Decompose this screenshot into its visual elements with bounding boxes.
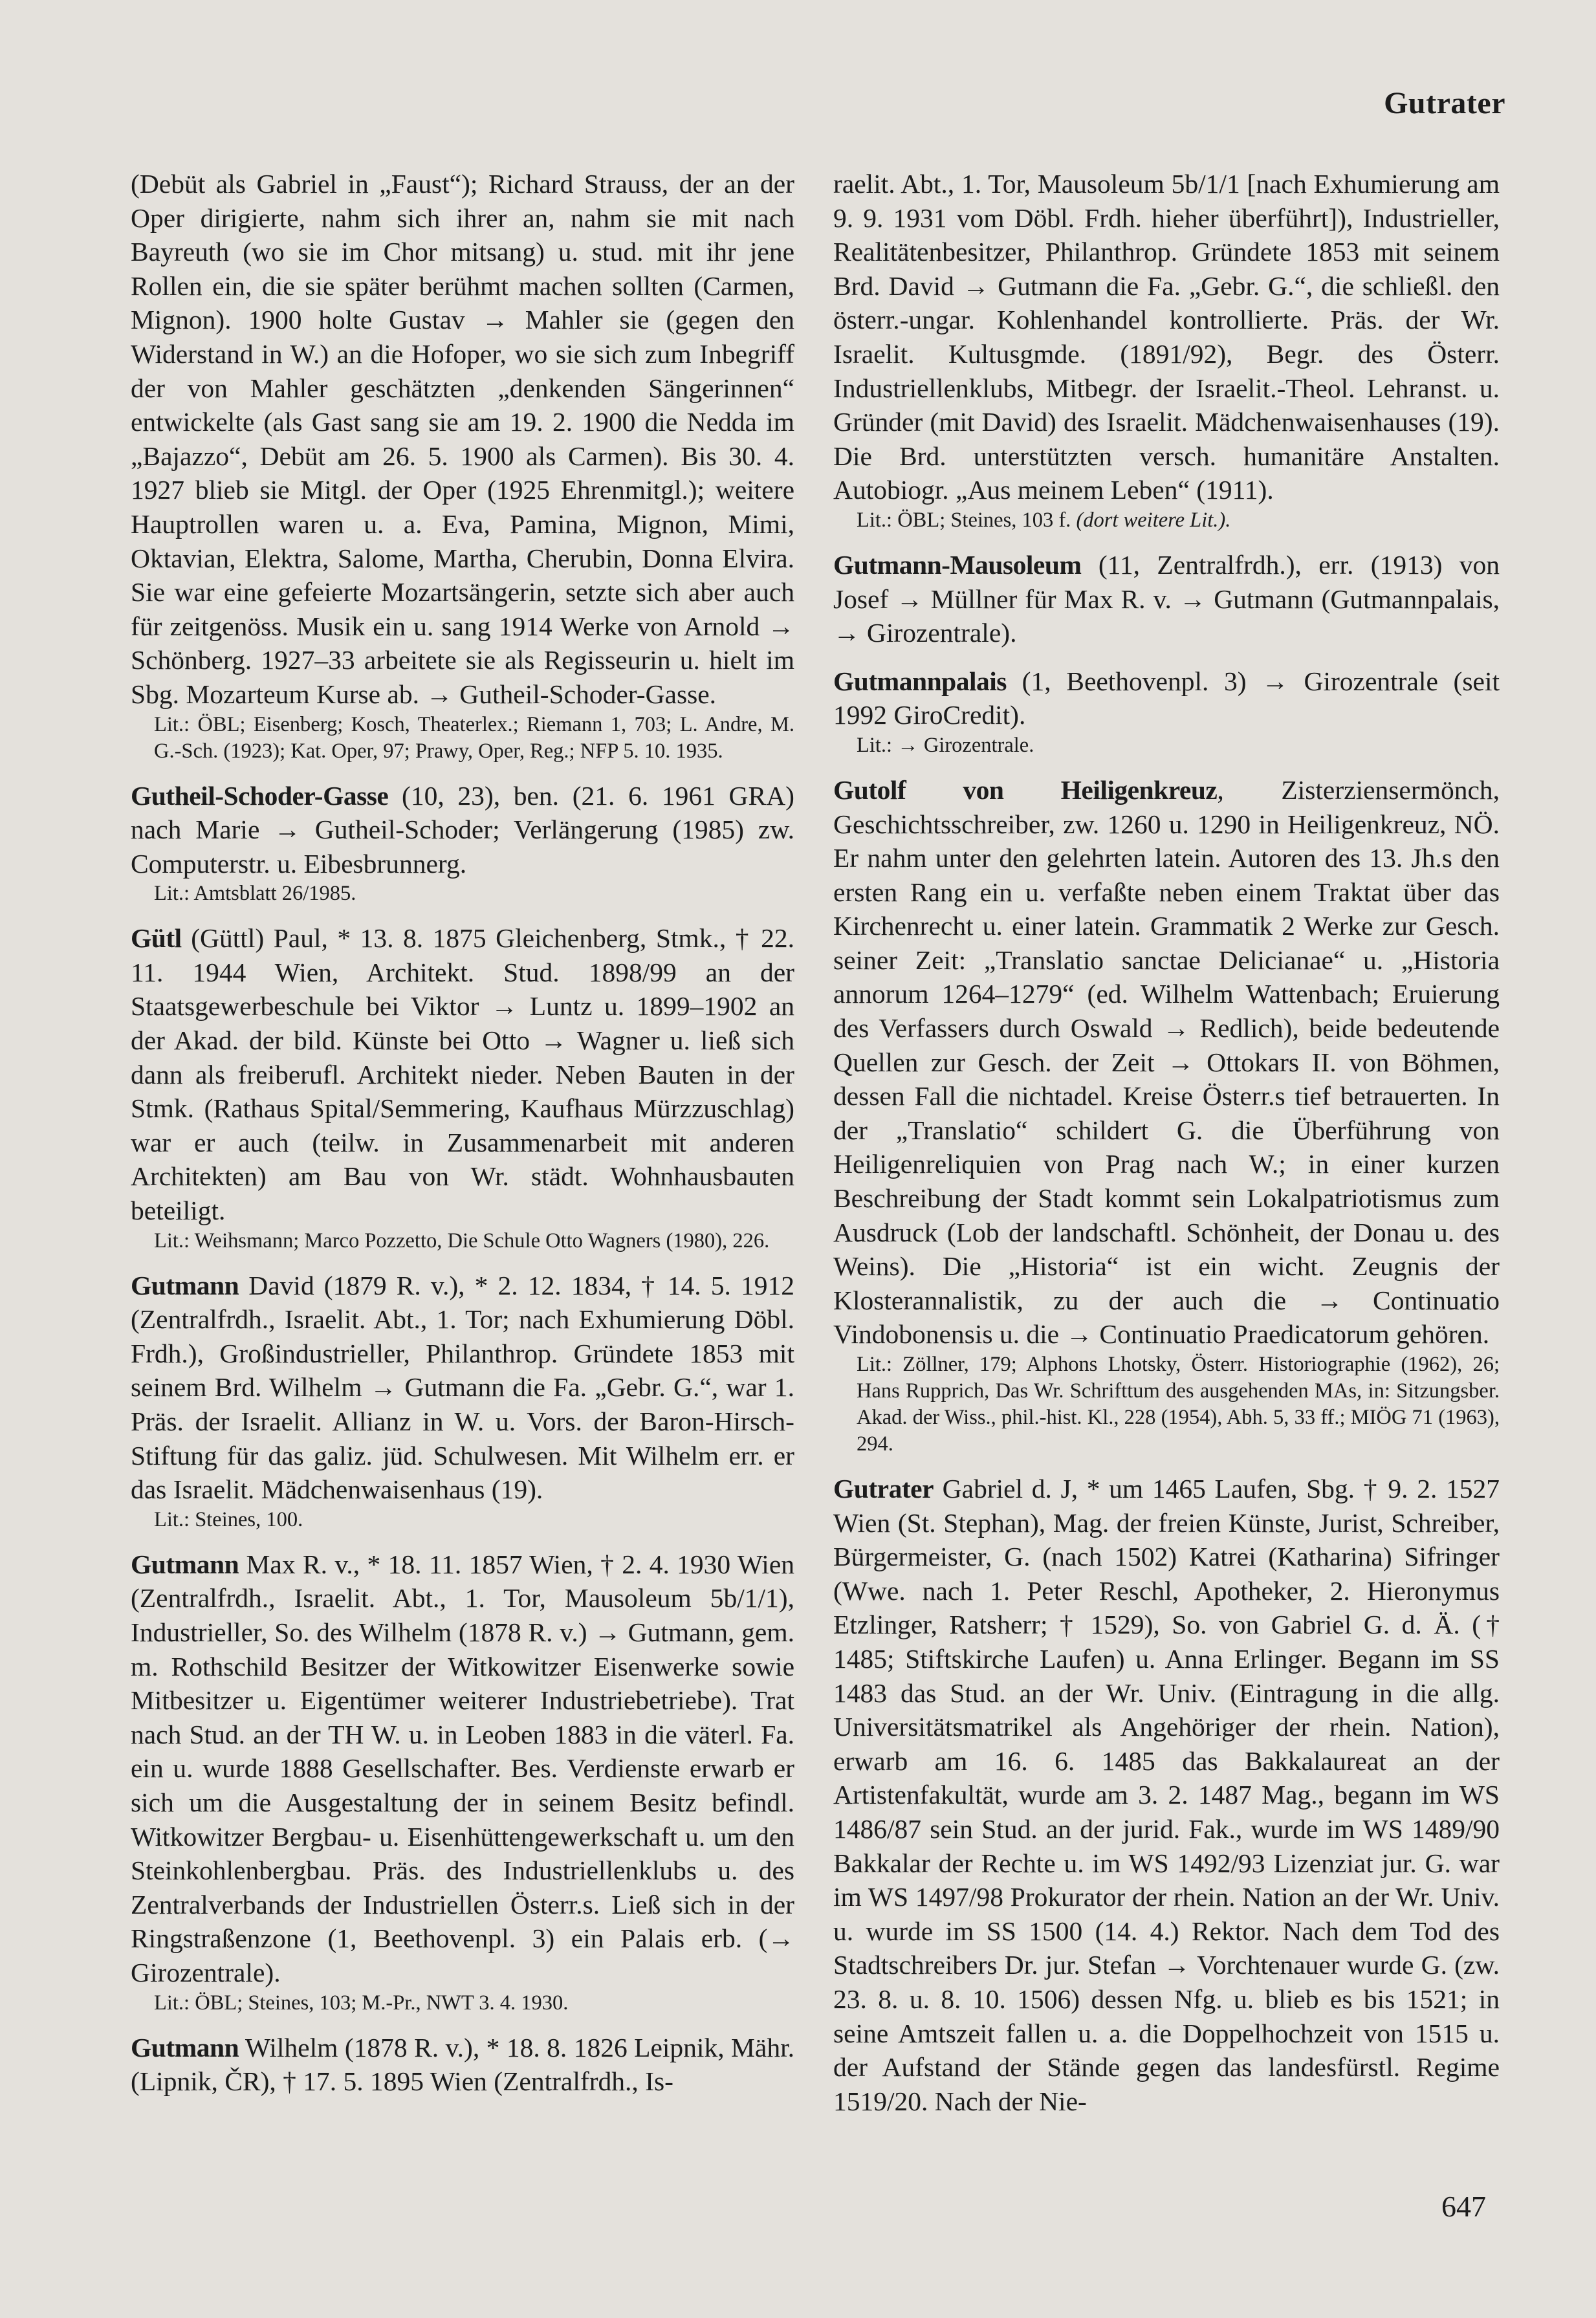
- entry-text: Max R. v., * 18. 11. 1857 Wien, † 2. 4. 1930 Wien (Zentralfrdh., Israelit. Abt., 1. Tor, Mausoleum 5b/1/1), Industrieller, So. des Wilhelm (1878 R. v.) → Gutmann, gem. m. Rothschild Besitzer der Witkowitzer Eisenwerke sowie Mitbesitzer u. Eigentümer weiterer Industriebetriebe). Trat nach Stud. an der TH W. u. in Leoben 1883 in die väterl. Fa. ein u. wurde 1888 Gesellschafter. Bes. Verdienste erwarb er sich um die Ausgestaltung der in seinem Besitz befindl. Witkowitzer Bergbau- u. Eisenhüttengewerkschaft u. um den Steinkohlenbergbau. Präs. des Industriellenklubs u. des Zentralverbands der Industriellen Österr.s. Ließ sich in der Ringstraßenzone (1, Beethovenpl. 3) ein Palais erb. (→ Girozentrale).: [131, 1549, 794, 1987]
- entry-literature: Lit.: ÖBL; Steines, 103 f. (dort weitere Lit.).: [857, 508, 1231, 532]
- entry-lemma: Gutheil-Schoder-Gasse: [131, 780, 389, 811]
- entry-guetl: [131, 921, 794, 1254]
- entry-lemma: Gutmann: [131, 2032, 239, 2062]
- entry-literature: Lit.: Zöllner, 179; Alphons Lhotsky, Österr. Historiographie (1962), 26; Hans Rupprich, Das Wr. Schrifttum des ausgehenden MAs, in: Sitzungsber. Akad. der Wiss., phil.-hist. Kl., 228 (1954), Abh. 5, 33 ff.; MIÖG 71 (1963), 294.: [857, 1353, 1500, 1456]
- entry-text: Gabriel d. J, * um 1465 Laufen, Sbg. † 9. 2. 1527 Wien (St. Stephan), Mag. der freien Künste, Jurist, Schreiber, Bürgermeister, G. (nach 1502) Katrei (Katharina) Sifringer (Wwe. nach 1. Peter Reschl, Apotheker, 2. Hieronymus Etzlinger, Ratsherr; † 1529), So. von Gabriel G. d. Ä. († 1485; Stiftskirche Laufen) u. Anna Erlinger. Begann im SS 1483 das Stud. an der Wr. Univ. (Eintragung in die allg. Universitätsmatrikel als Angehöriger der rhein. Nation), erwarb am 16. 6. 1485 das Bakkalaureat an der Artistenfakultät, wurde am 3. 2. 1487 Mag., begann im WS 1486/87 sein Stud. an der jurid. Fak., wurde im WS 1489/90 Bakkalar der Rechte u. im WS 1492/93 Lizenziat jur. G. war im WS 1497/98 Prokurator der rhein. Nation an der Wr. Univ. u. wurde im SS 1500 (14. 4.) Rektor. Nach dem Tod des Stadtschreibers Dr. jur. Stefan → Vorchtenauer wurde G. (zw. 23. 8. u. 8. 10. 1506) dessen Nfg. u. blieb es bis 1521; in seine Amtszeit fallen u. a. die Doppelhochzeit von 1515 u. der Aufstand der Stände gegen das landesfürstl. Regime 1519/20. Nach der Nie-: [833, 1474, 1500, 2116]
- left-column: [131, 167, 794, 2113]
- entry-gutheil-schoder-gasse: [131, 779, 794, 908]
- entry-literature: Lit.: ÖBL; Steines, 103; M.-Pr., NWT 3. 4. 1930.: [154, 1991, 569, 2015]
- entry-text: (Debüt als Gabriel in „Faust“); Richard Strauss, der an der Oper dirigierte, nahm sich ihrer an, nahm sie mit nach Bayreuth (wo sie im Chor mitsang) u. stud. mit ihr jene Rollen ein, die sie später berühmt machen sollten (Carmen, Mignon). 1900 holte Gustav → Mahler sie (gegen den Widerstand in W.) an die Hofoper, wo sie sich zum Inbegriff der von Mahler geschätzten „denkenden Sängerinnen“ entwickelte (als Gast sang sie am 19. 2. 1900 die Nedda im „Bajazzo“, Debüt am 26. 5. 1900 als Carmen). Bis 30. 4. 1927 blieb sie Mitgl. der Oper (1925 Ehrenmitgl.); weitere Hauptrollen waren u. a. Eva, Pamina, Mignon, Mimi, Oktavian, Elektra, Salome, Martha, Cherubin, Donna Elvira. Sie war eine gefeierte Mozartsängerin, setzte sich aber auch für zeitgenöss. Musik ein u. sang 1914 Werke von Arnold → Schönberg. 1927–33 arbeitete sie als Regisseurin u. hielt im Sbg. Mozarteum Kurse ab. → Gutheil-Schoder-Gasse.: [131, 169, 794, 709]
- entry-lemma: Gutrater: [833, 1474, 934, 1503]
- entry-lemma: Gutmannpalais: [833, 666, 1007, 696]
- entry-lemma: Gutmann: [131, 1549, 239, 1579]
- entry-gutmann-wilhelm: [131, 2031, 794, 2099]
- entry-text: Wilhelm (1878 R. v.), * 18. 8. 1826 Leipnik, Mähr. (Lipnik, ČR), † 17. 5. 1895 Wien (Zentralfrdh., Is-: [131, 2032, 794, 2097]
- entry-literature: Lit.: → Girozentrale.: [857, 733, 1034, 757]
- entry-literature: Lit.: Amtsblatt 26/1985.: [154, 882, 356, 906]
- entry-literature: Lit.: ÖBL; Eisenberg; Kosch, Theaterlex.; Riemann 1, 703; L. Andre, M. G.-Sch. (1923); Kat. Oper, 97; Prawy, Oper, Reg.; NFP 5. 10. 1935.: [154, 712, 794, 763]
- entry-literature: Lit.: Weihsmann; Marco Pozzetto, Die Schule Otto Wagners (1980), 226.: [154, 1229, 770, 1252]
- entry-text: (1, Beethovenpl. 3) → Girozentrale (seit 1992 GiroCredit).: [833, 666, 1500, 730]
- entry-gutmann-david: [131, 1269, 794, 1533]
- entry-gutrater: [833, 1472, 1500, 2118]
- running-head: Gutrater: [1384, 86, 1505, 120]
- entry-lemma: Gütl: [131, 923, 182, 954]
- entry-gutmann-max: [131, 1547, 794, 2017]
- entry-lemma: Gutmann: [131, 1270, 239, 1300]
- entry-continuation-gutheil-schoder: [131, 167, 794, 765]
- entry-literature: Lit.: Steines, 100.: [154, 1507, 303, 1531]
- entry-text: (Güttl) Paul, * 13. 8. 1875 Gleichenberg, Stmk., † 22. 11. 1944 Wien, Architekt. Stud. 1898/99 an der Staatsgewerbeschule bei Viktor → Luntz u. 1899–1902 an der Akad. der bild. Künste bei Otto → Wagner u. ließ sich dann als freiberufl. Architekt nieder. Neben Bauten in der Stmk. (Rathaus Spital/Semmering, Kaufhaus Mürzzuschlag) war er auch (teilw. in Zusammenarbeit mit anderen Architekten) am Bau von Wr. städt. Wohnhausbauten beteiligt.: [131, 923, 794, 1226]
- page-number: 647: [1441, 2190, 1486, 2223]
- entry-text: , Zisterziensermönch, Geschichtsschreiber, zw. 1260 u. 1290 in Heiligenkreuz, NÖ. Er nahm unter den gelehrten latein. Autoren des 13. Jh.s den ersten Rang ein u. verfaßte neben einem Traktat über das Kirchenrecht u. einer latein. Grammatik 2 Werke zur Gesch. seiner Zeit: „Translatio sanctae Delicianae“ u. „Historia annorum 1264–1279“ (ed. Wilhelm Wattenbach; Eruierung des Verfassers durch Oswald → Redlich), beide bedeutende Quellen zur Gesch. der Zeit → Ottokars II. von Böhmen, dessen Fall die nichtadel. Kreise Österr.s tief betrauerten. In der „Translatio“ schildert G. die Überführung von Heiligenreliquien von Prag nach W.; in einer kurzen Beschreibung der Stadt kommt sein Lokalpatriotismus zum Ausdruck (Lob der landschaftl. Schönheit, der Donau u. des Weins). Die „Historia“ ist ein wicht. Zeugnis der Klosterannalistik, zu der auch die → Continuatio Vindobonensis u. die → Continuatio Praedicatorum gehören.: [833, 774, 1500, 1350]
- entry-gutmannpalais: [833, 664, 1500, 759]
- entry-gutolf-von-heiligenkreuz: [833, 773, 1500, 1458]
- entry-text: (11, Zentralfrdh.), err. (1913) von Josef → Müllner für Max R. v. → Gutmann (Gutmannpalais, → Girozentrale).: [833, 549, 1500, 648]
- right-column: [833, 167, 1500, 2132]
- entry-lemma: Gutolf von Heiligenkreuz: [833, 774, 1218, 805]
- entry-gutmann-mausoleum: [833, 548, 1500, 650]
- entry-continuation-gutmann-wilhelm: [833, 167, 1500, 534]
- entry-text: raelit. Abt., 1. Tor, Mausoleum 5b/1/1 [nach Exhumierung am 9. 9. 1931 vom Döbl. Frdh. hieher überführt]), Industrieller, Realitätenbesitzer, Philanthrop. Gründete 1853 mit seinem Brd. David → Gutmann die Fa. „Gebr. G.“, die schließl. den österr.-ungar. Kohlenhandel kontrollierte. Präs. der Wr. Israelit. Kultusgmde. (1891/92), Begr. des Österr. Industriellenklubs, Mitbegr. der Israelit.-Theol. Lehranst. u. Gründer (mit David) des Israelit. Mädchenwaisenhauses (19). Die Brd. unterstützten versch. humanitäre Anstalten. Autobiogr. „Aus meinem Leben“ (1911).: [833, 169, 1500, 505]
- entry-lemma: Gutmann-Mausoleum: [833, 549, 1082, 580]
- entry-text: David (1879 R. v.), * 2. 12. 1834, † 14. 5. 1912 (Zentralfrdh., Israelit. Abt., 1. Tor; nach Exhumierung Döbl. Frdh.), Großindustrieller, Philanthrop. Gründete 1853 mit seinem Brd. Wilhelm → Gutmann die Fa. „Gebr. G.“, war 1. Präs. der Israelit. Allianz in W. u. Vors. der Baron-Hirsch-Stiftung für das galiz. jüd. Schulwesen. Mit Wilhelm err. er das Israelit. Mädchenwaisenhaus (19).: [131, 1270, 794, 1505]
- entry-text: (10, 23), ben. (21. 6. 1961 GRA) nach Marie → Gutheil-Schoder; Verlängerung (1985) zw. Computerstr. u. Eibesbrunnerg.: [131, 780, 794, 879]
